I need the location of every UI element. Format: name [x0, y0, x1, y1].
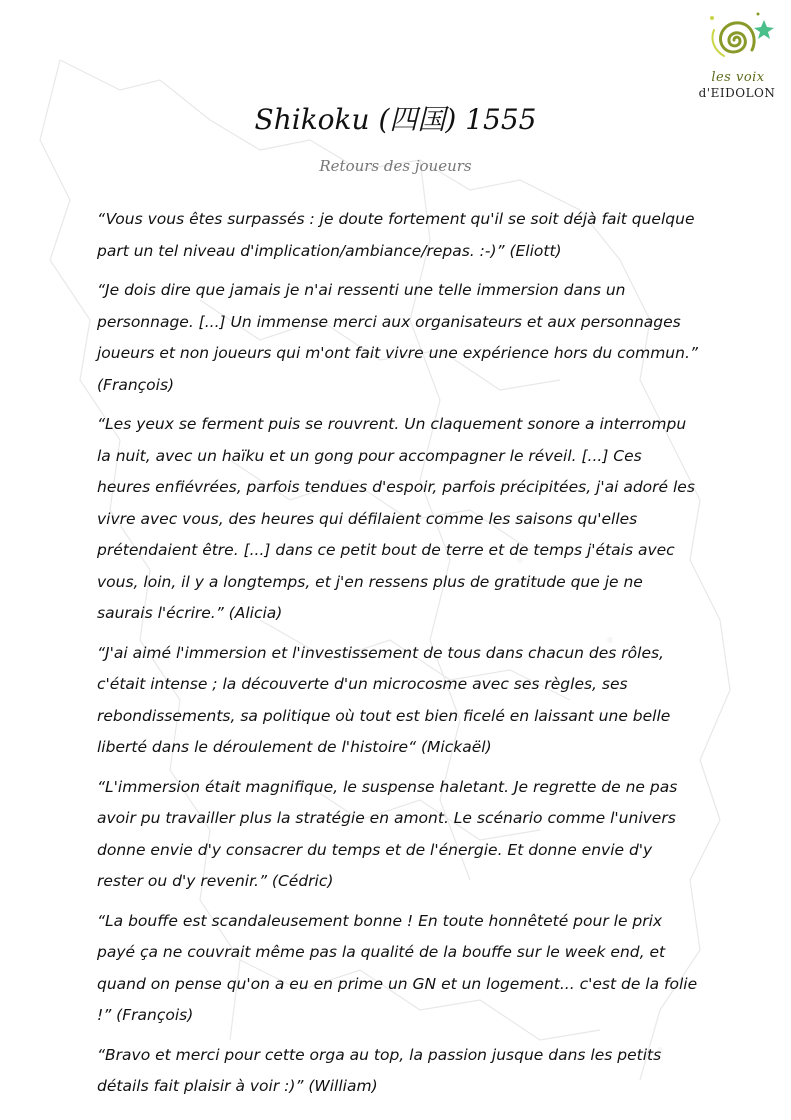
page-title: Shikoku (四国) 1555: [254, 103, 537, 136]
quote-item: “La bouffe est scandaleusement bonne ! En toute honnêteté pour le prix payé ça ne couvrait même pas la qualité de la bouffe sur le week end, et quand on pense qu'on a eu en prime un GN et un logement... c'est de la folie !” (François): [97, 911, 698, 1024]
page-subtitle: Retours des joueurs: [319, 157, 472, 175]
logo-line-1: les voix: [711, 70, 765, 85]
logo-line-2: d'EIDOLON: [698, 86, 776, 100]
quote-item: “Les yeux se ferment puis se rouvrent. Un claquement sonore a interrompu la nuit, avec un haïku et un gong pour accompagner le réveil. [...] Ces heures enfiévrées, parfois tendues d'espoir, parfois précipitées, j'ai adoré les vivre avec vous, des heures qui défilaient comme les saisons qu'elles prétendaient être. [...] dans ce petit bout de terre et de temps j'étais avec vous, loin, il y a longtemps, et j'en ressens plus de gratitude que je ne saurais l'écrire.” (Alicia): [97, 415, 695, 622]
quote-item: “Bravo et merci pour cette orga au top, la passion jusque dans les petits détails fait plaisir à voir :)” (William): [97, 1045, 662, 1095]
quote-item: “Je dois dire que jamais je n'ai ressenti une telle immersion dans un personnage. [...] Un immense merci aux organisateurs et aux personnages joueurs et non joueurs qui m'ont fait vivre une expérience hors du commun.” (François): [97, 281, 698, 394]
spiral-star-icon: [688, 10, 780, 72]
quote-item: “L'immersion était magnifique, le suspense haletant. Je regrette de ne pas avoir pu travailler plus la stratégie en amont. Le scénario comme l'univers donne envie d'y consacrer du temps et de l'énergie. Et donne envie d'y rester ou d'y revenir.” (Cédric): [97, 777, 678, 890]
quote-item: “Vous vous êtes surpassés : je doute fortement qu'il se soit déjà fait quelque part un tel niveau d'implication/ambiance/repas. :-)” (Eliott): [97, 210, 695, 260]
quote-item: “J'ai aimé l'immersion et l'investissement de tous dans chacun des rôles, c'était intense ; la découverte d'un microcosme avec ses règles, ses rebondissements, sa politique où tout est bien ficelé en laissant une belle liberté dans le déroulement de l'histoire“ (Mickaël): [97, 643, 671, 756]
quotes-list: [97, 204, 699, 1111]
eidolon-logo: [688, 10, 780, 110]
